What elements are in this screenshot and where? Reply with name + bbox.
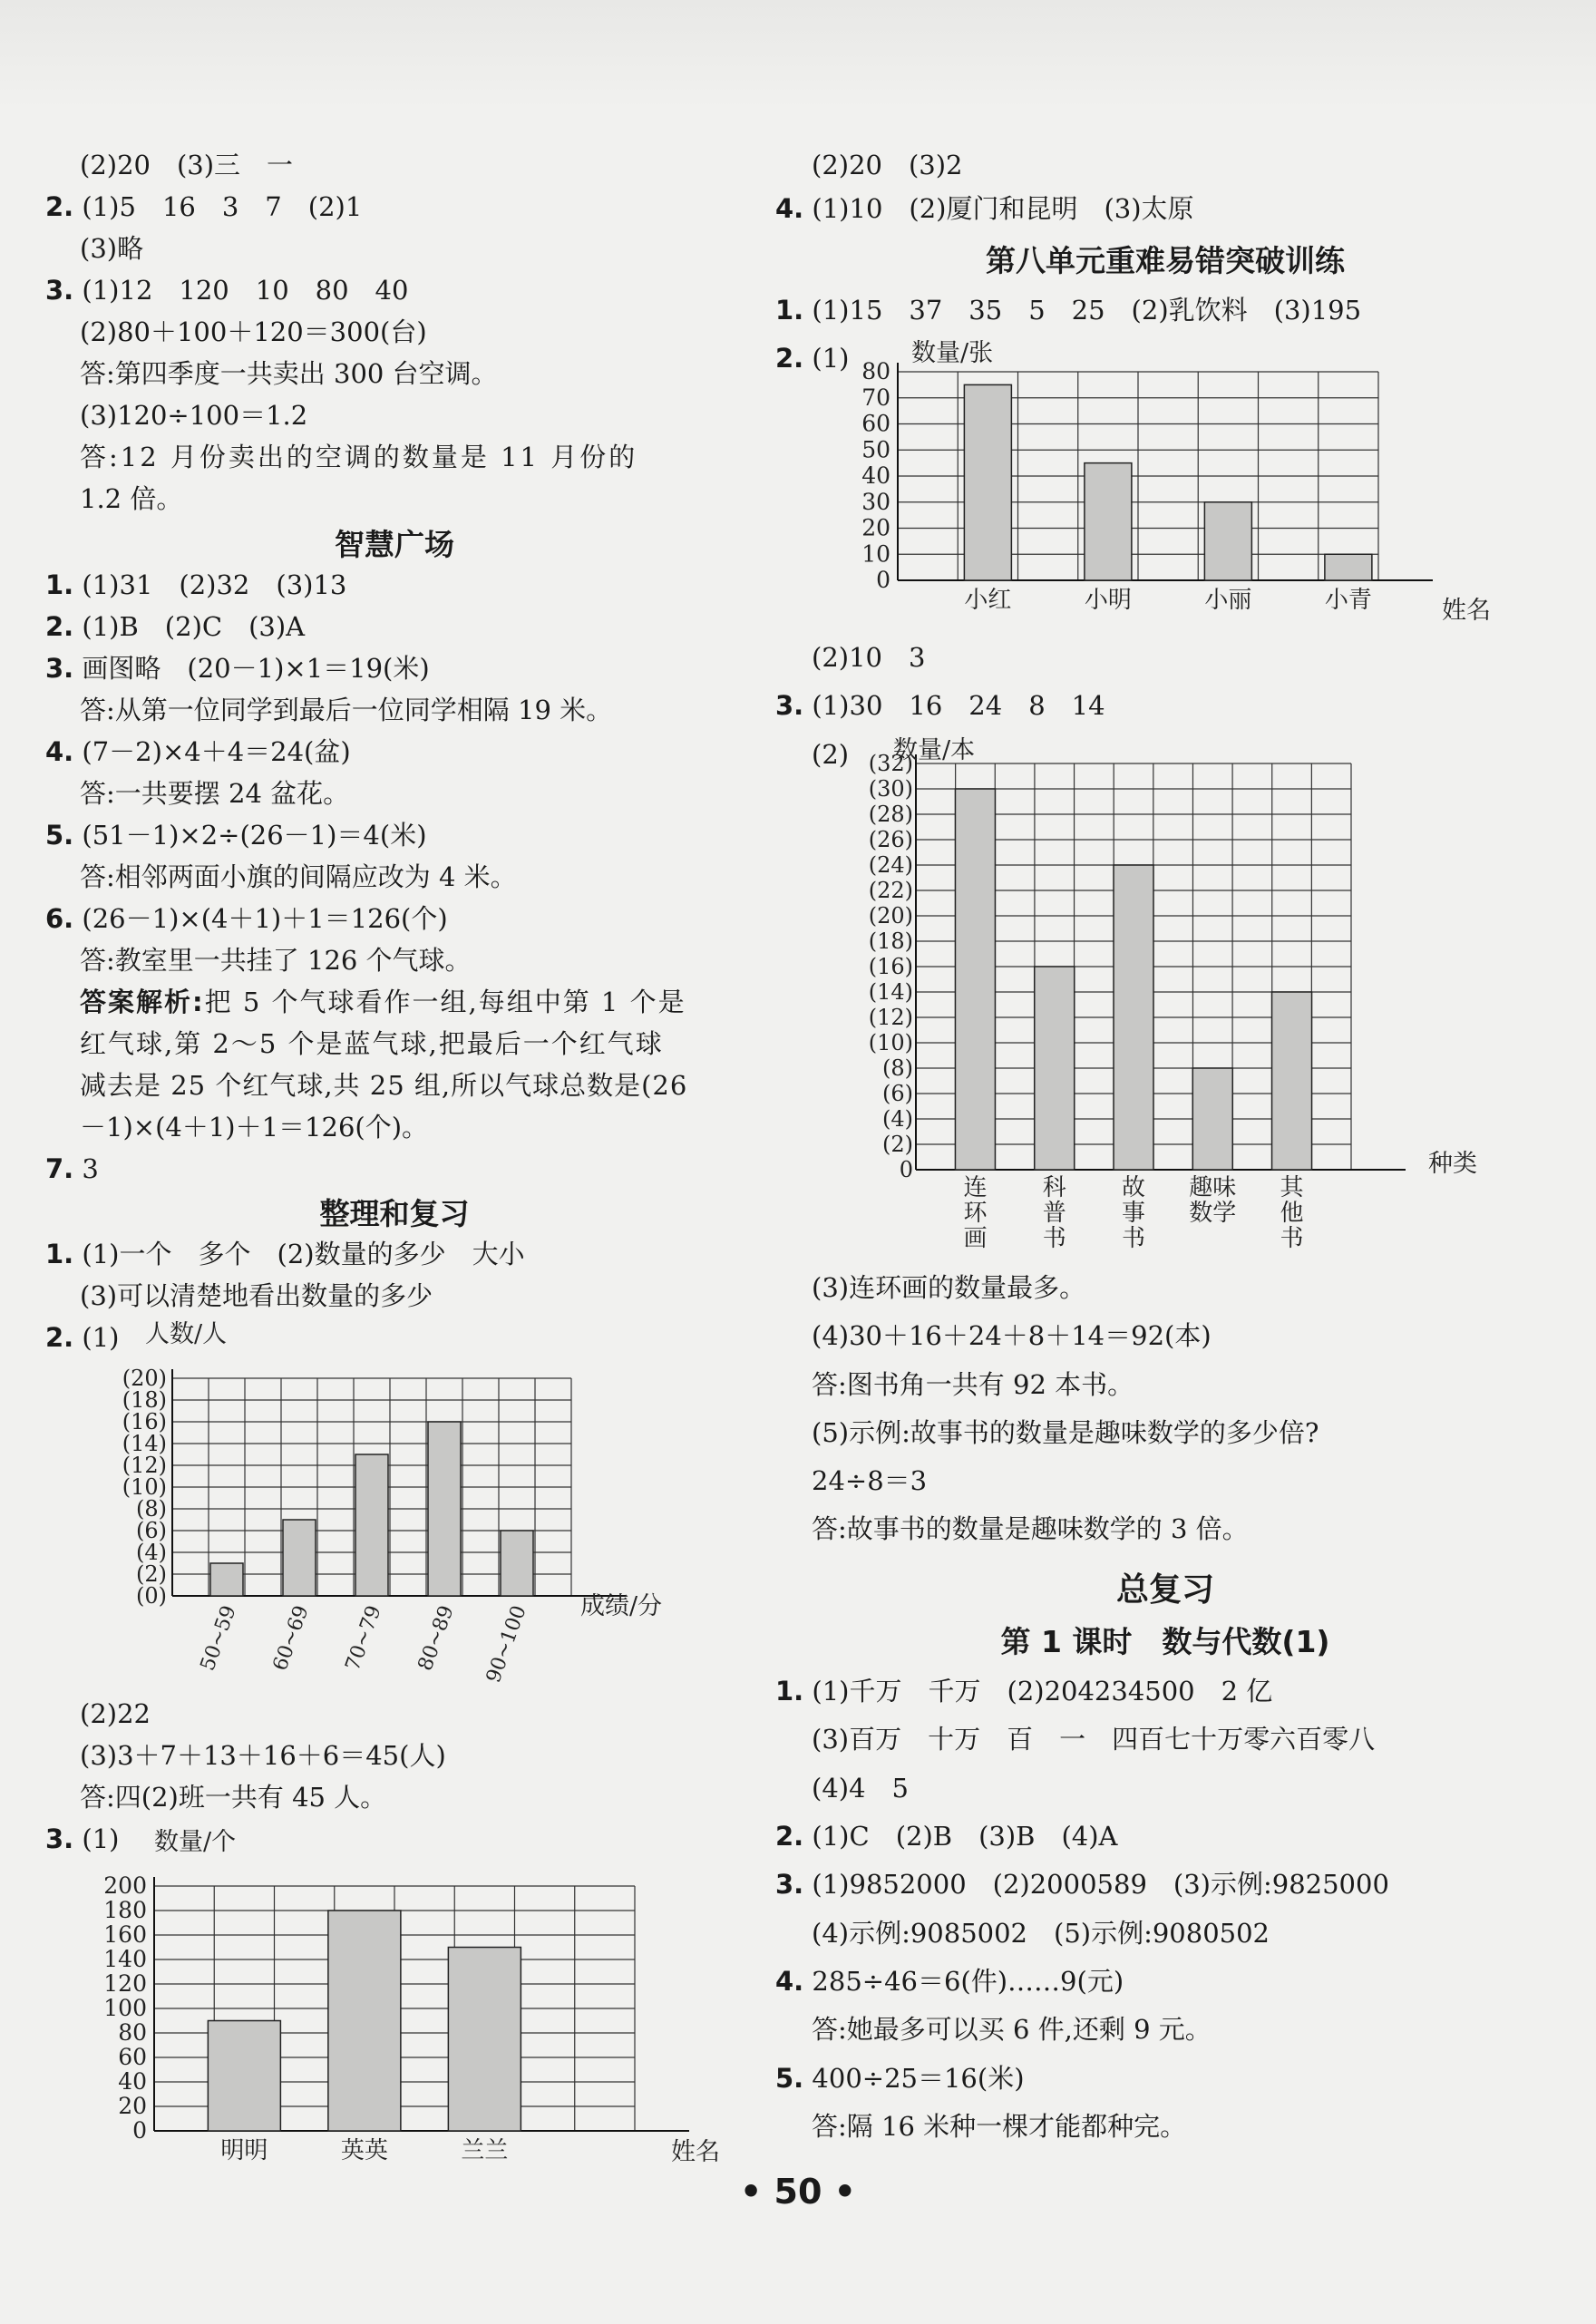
item-number: 2.: [45, 611, 74, 642]
answer-item: [775, 687, 1105, 724]
lesson-heading: 第 1 课时 数与代数(1): [1000, 1624, 1330, 1659]
item-number: 1.: [775, 1676, 804, 1707]
bar: [1325, 554, 1372, 580]
y-axis-label: 数量/个: [154, 1828, 237, 1856]
y-tick-label: (30): [868, 776, 913, 802]
y-tick-label: (32): [868, 751, 913, 776]
answer-line: 1.2 倍。: [80, 483, 183, 514]
y-tick-label: 60: [861, 410, 890, 437]
y-tick-label: 160: [103, 1921, 147, 1948]
answer-line: 答:第四季度一共卖出 300 台空调。: [80, 358, 498, 389]
y-tick-label: 40: [118, 2068, 147, 2095]
x-tick-label: 明明: [220, 2137, 268, 2164]
item-number: 6.: [45, 903, 74, 934]
y-tick-label: 120: [103, 1970, 147, 1997]
item-number: 2.: [45, 191, 74, 222]
y-tick-label: (16): [122, 1409, 167, 1434]
answer-item: [45, 608, 305, 645]
answer-text: (1)C (2)B (3)B (4)A: [812, 1821, 1118, 1852]
analysis-line: 红气球,第 2～5 个是蓝气球,把最后一个红气球: [80, 1028, 664, 1059]
item-number: 1.: [775, 295, 804, 326]
answer-text: (51－1)×2÷(26－1)＝4(米): [82, 820, 427, 851]
y-tick-label: 0: [876, 567, 890, 593]
answer-line: (2)80＋100＋120＝300(台): [80, 316, 427, 347]
answer-item-2: [45, 189, 362, 225]
y-tick-label: 140: [103, 1946, 147, 1972]
y-tick-label: (14): [122, 1431, 167, 1456]
answer-line: (3)3＋7＋13＋16＋6＝45(人): [80, 1740, 446, 1771]
answer-line: (4)30＋16＋24＋8＋14＝92(本): [812, 1320, 1212, 1351]
y-tick-label: (22): [868, 878, 913, 903]
y-tick-label: (16): [868, 954, 913, 979]
bar: [964, 384, 1011, 580]
answer-line: (4)示例:9085002 (5)示例:9080502: [812, 1918, 1270, 1949]
answer-line: (3)略: [80, 233, 144, 264]
answer-text: 285÷46＝6(件)……9(元): [812, 1966, 1124, 1997]
y-tick-label: (18): [122, 1387, 167, 1413]
y-tick-label: (28): [868, 802, 913, 827]
y-tick-label: 20: [118, 2093, 147, 2119]
bar: [448, 1948, 521, 2132]
y-tick-label: 10: [861, 540, 890, 568]
answer-line: 答:她最多可以买 6 件,还剩 9 元。: [812, 2014, 1212, 2045]
analysis-line: －1)×(4＋1)＋1＝126(个)。: [80, 1112, 429, 1143]
answer-text: (26－1)×(4＋1)＋1＝126(个): [82, 903, 448, 934]
x-tick-label: 连环画: [963, 1174, 988, 1252]
answer-text: (7－2)×4＋4＝24(盆): [82, 736, 351, 767]
bar: [955, 789, 995, 1170]
answer-text: (1)30 16 24 8 14: [812, 690, 1105, 721]
y-tick-label: (20): [122, 1366, 167, 1391]
bar: [1204, 502, 1251, 580]
answer-line: (3)可以清楚地看出数量的多少: [80, 1280, 433, 1311]
books-bar-chart: [848, 734, 1501, 1251]
x-tick-label: 兰兰: [461, 2137, 509, 2164]
y-tick-label: (26): [868, 827, 913, 852]
x-axis-label: 种类: [1428, 1150, 1477, 1178]
bar: [328, 1911, 401, 2131]
y-tick-label: (12): [122, 1453, 167, 1478]
y-tick-label: 0: [899, 1157, 913, 1182]
section-heading: 整理和复习: [319, 1196, 470, 1231]
x-tick-label: 80~89: [414, 1602, 459, 1674]
answer-text: (1)10 (2)厦门和昆明 (3)太原: [812, 193, 1194, 224]
answer-item: [775, 2060, 1025, 2096]
x-tick-label: 70~79: [341, 1602, 386, 1674]
y-tick-label: (24): [868, 852, 913, 878]
answer-item: [775, 1673, 1272, 1709]
x-tick-label: 小青: [1324, 587, 1372, 614]
y-tick-label: (8): [882, 1055, 913, 1081]
section-heading: 第八单元重难易错突破训练: [986, 243, 1345, 278]
y-tick-label: 40: [861, 462, 890, 489]
y-tick-label: (4): [882, 1106, 913, 1132]
y-tick-label: (8): [136, 1496, 167, 1522]
x-tick-label: 小丽: [1204, 587, 1252, 614]
answer-item: [45, 817, 427, 853]
item-number: 3.: [45, 1823, 74, 1854]
answer-line: (2): [812, 739, 850, 770]
x-tick-label: 小明: [1084, 587, 1132, 614]
y-tick-label: 100: [103, 1995, 147, 2021]
answer-line: (2)20 (3)三 一: [80, 150, 294, 180]
answer-line: (3)120÷100＝1.2: [80, 400, 308, 431]
names-bar-chart: [73, 1823, 720, 2166]
answer-item: [775, 1866, 1389, 1902]
answer-item: [775, 1818, 1118, 1854]
y-tick-label: 80: [861, 358, 890, 384]
y-tick-label: (10): [122, 1474, 167, 1500]
answer-text: (1): [82, 1322, 120, 1353]
analysis-line: [80, 984, 686, 1020]
y-axis-label: 数量/本: [893, 736, 976, 764]
bar: [208, 2021, 280, 2132]
bar: [210, 1563, 243, 1596]
x-tick-label: 60~69: [268, 1602, 314, 1674]
y-tick-label: (4): [136, 1540, 167, 1565]
answer-text: (1)31 (2)32 (3)13: [82, 569, 347, 600]
analysis-line: 减去是 25 个红气球,共 25 组,所以气球总数是(26: [80, 1070, 688, 1101]
y-tick-label: 50: [861, 436, 890, 463]
item-number: 4.: [45, 736, 74, 767]
scores-bar-chart: [73, 1320, 663, 1696]
item-number: 4.: [775, 1966, 804, 1997]
item-number: 2.: [775, 343, 804, 374]
x-axis-label: 姓名: [671, 2138, 720, 2166]
y-tick-label: (20): [868, 903, 913, 929]
answer-line: 答:四(2)班一共有 45 人。: [80, 1782, 387, 1813]
answer-line: (3)百万 十万 百 一 四百七十万零六百零八: [812, 1724, 1376, 1755]
section-heading: 智慧广场: [335, 527, 454, 562]
bar: [1272, 992, 1312, 1170]
x-tick-label: 趣味数学: [1189, 1174, 1237, 1227]
item-number: 1.: [45, 569, 74, 600]
answer-line: 24÷8＝3: [812, 1465, 928, 1496]
answer-text: (1): [82, 1823, 120, 1854]
y-tick-label: (6): [882, 1081, 913, 1106]
x-tick-label: 50~59: [196, 1602, 241, 1674]
answer-line: 答:一共要摆 24 盆花。: [80, 778, 350, 809]
x-tick-label: 小红: [964, 587, 1012, 614]
y-tick-label: (14): [868, 979, 913, 1005]
bar: [283, 1520, 316, 1596]
page-number: • 50 •: [740, 2172, 856, 2212]
item-number: 3.: [45, 653, 74, 684]
x-tick-label: 故事书: [1121, 1174, 1146, 1252]
bar: [1035, 967, 1075, 1170]
y-tick-label: (12): [868, 1005, 913, 1030]
item-number: 4.: [775, 193, 804, 224]
answer-line: 答:教室里一共挂了 126 个气球。: [80, 945, 472, 976]
answer-item: [45, 900, 448, 937]
bar: [1085, 463, 1132, 580]
answer-line: 答:图书角一共有 92 本书。: [812, 1369, 1134, 1400]
answer-line: 答:相邻两面小旗的间隔应改为 4 米。: [80, 861, 517, 892]
answer-text: (1)9852000 (2)2000589 (3)示例:9825000: [812, 1869, 1389, 1900]
answer-text: (1)千万 千万 (2)204234500 2 亿: [812, 1676, 1273, 1707]
x-tick-label: 90~100: [482, 1602, 531, 1687]
answer-text: (1)一个 多个 (2)数量的多少 大小: [82, 1239, 525, 1269]
analysis-label: 答案解析:: [80, 987, 205, 1017]
section-heading: 总复习: [1115, 1571, 1214, 1609]
answer-line: 答:故事书的数量是趣味数学的 3 倍。: [812, 1513, 1249, 1544]
answer-text: (1): [812, 343, 850, 374]
answer-line: (2)10 3: [812, 642, 926, 673]
y-tick-label: 200: [103, 1872, 147, 1899]
answer-line: 答:隔 16 米种一棵才能都种完。: [812, 2111, 1187, 2142]
answer-line: (2)20 (3)2: [812, 150, 963, 180]
x-axis-label: 姓名: [1442, 597, 1491, 625]
y-tick-label: (18): [868, 929, 913, 954]
bar: [1192, 1068, 1232, 1170]
answer-text: (1)B (2)C (3)A: [82, 611, 306, 642]
y-tick-label: (10): [868, 1030, 913, 1055]
answer-item: [45, 734, 351, 770]
answer-text: (1)15 37 35 5 25 (2)乳饮料 (3)195: [812, 295, 1362, 326]
y-tick-label: (6): [136, 1518, 167, 1543]
answer-line: 答:从第一位同学到最后一位同学相隔 19 米。: [80, 695, 613, 725]
answer-line: (5)示例:故事书的数量是趣味数学的多少倍?: [812, 1417, 1319, 1448]
tickets-bar-chart: [825, 335, 1491, 626]
y-axis-label: 人数/人: [145, 1320, 228, 1348]
bar: [355, 1454, 388, 1596]
x-tick-label: 英英: [340, 2137, 388, 2164]
item-number: 1.: [45, 1239, 74, 1269]
item-number: 3.: [775, 1869, 804, 1900]
answer-line: (2)22: [80, 1698, 151, 1729]
bar: [501, 1531, 533, 1596]
answer-item: [45, 1236, 525, 1272]
bar: [1114, 865, 1153, 1170]
answer-text: (1)12 120 10 80 40: [82, 275, 409, 306]
y-tick-label: (0): [136, 1583, 167, 1609]
answer-item: [775, 1963, 1124, 1999]
y-tick-label: 20: [861, 514, 890, 541]
y-tick-label: 30: [861, 488, 890, 515]
analysis-text: 把 5 个气球看作一组,每组中第 1 个是: [204, 987, 686, 1017]
y-tick-label: (2): [136, 1561, 167, 1587]
y-tick-label: 70: [861, 384, 890, 411]
answer-line: (3)连环画的数量最多。: [812, 1272, 1086, 1303]
answer-line: (4)4 5: [812, 1773, 909, 1804]
answer-item: [45, 650, 430, 686]
answer-text: 3: [82, 1153, 99, 1184]
answer-item: [775, 292, 1361, 328]
item-number: 2.: [45, 1322, 74, 1353]
answer-item: [45, 1151, 99, 1187]
top-scan-band: [0, 0, 1596, 109]
answer-text: 400÷25＝16(米): [812, 2063, 1025, 2094]
x-axis-label: 成绩/分: [580, 1592, 663, 1620]
item-number: 2.: [775, 1821, 804, 1852]
y-tick-label: 180: [103, 1897, 147, 1923]
answer-line: 答:12 月份卖出的空调的数量是 11 月份的: [80, 442, 638, 472]
answer-item: [775, 190, 1194, 227]
item-number: 3.: [775, 690, 804, 721]
item-number: 7.: [45, 1153, 74, 1184]
y-tick-label: 0: [132, 2117, 147, 2144]
answer-text: 画图略 (20－1)×1＝19(米): [82, 653, 430, 684]
y-tick-label: 60: [118, 2044, 147, 2070]
answer-item: [45, 567, 346, 603]
item-number: 5.: [775, 2063, 804, 2094]
y-axis-label: 数量/张: [911, 339, 994, 367]
y-tick-label: (2): [882, 1132, 913, 1157]
x-tick-label: 其他书: [1280, 1174, 1304, 1252]
answer-item-3: [45, 272, 408, 308]
answer-text: (1)5 16 3 7 (2)1: [82, 191, 363, 222]
x-tick-label: 科普书: [1042, 1174, 1066, 1252]
bar: [428, 1422, 461, 1596]
item-number: 5.: [45, 820, 74, 851]
item-number: 3.: [45, 275, 74, 306]
y-tick-label: 80: [118, 2019, 147, 2046]
